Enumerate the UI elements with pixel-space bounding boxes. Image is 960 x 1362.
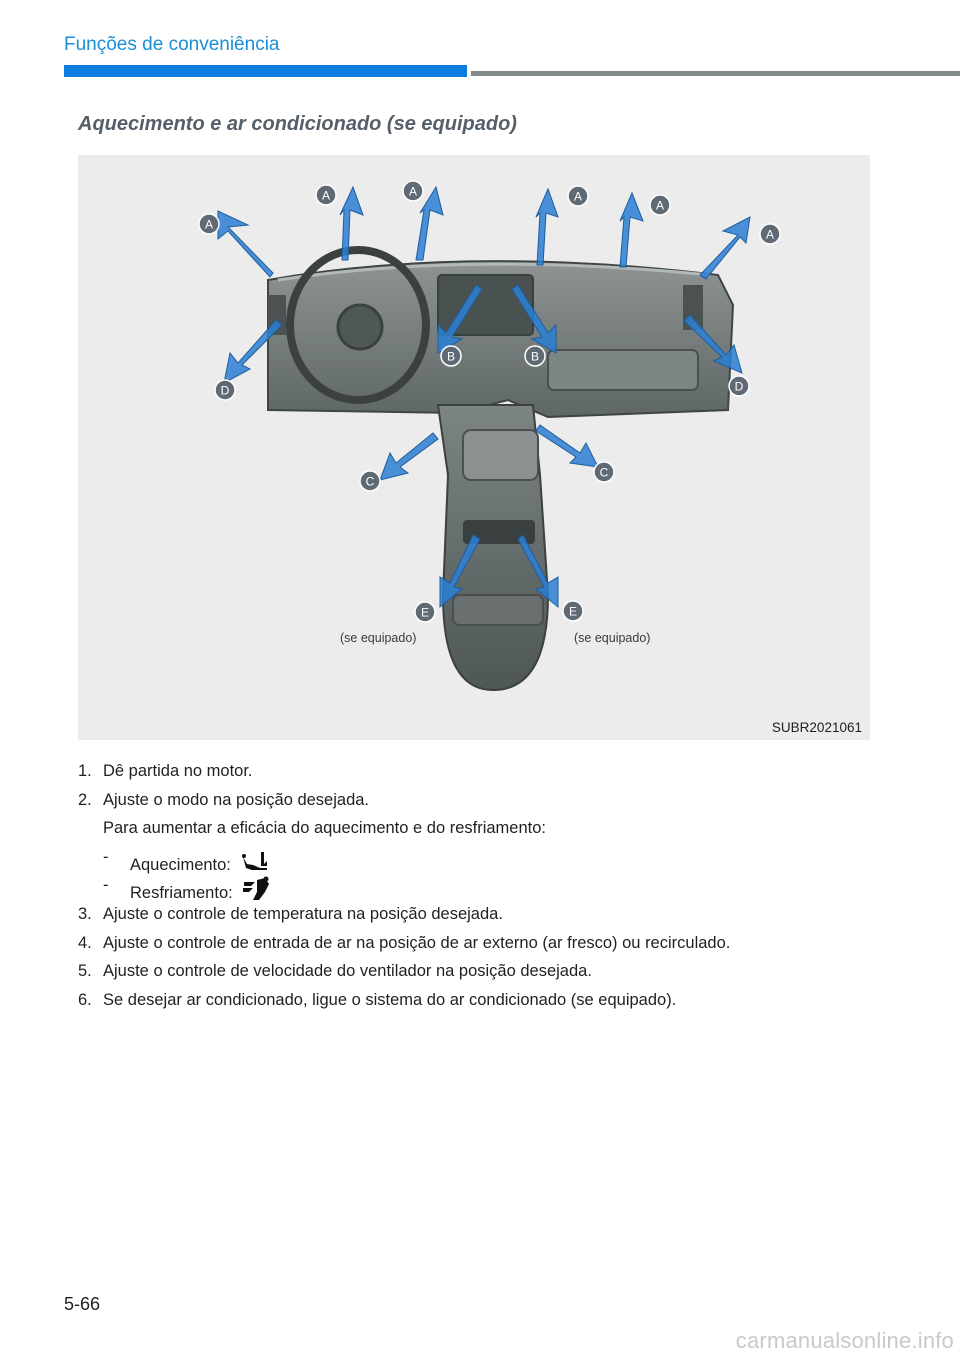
step-3 (78, 905, 878, 934)
arrow-a-6 (700, 217, 750, 279)
step-note-text: Para aumentar a eficácia do aquecimento e do resfriamento: (103, 819, 547, 838)
watermark-link[interactable]: carmanualsonline.info (735, 1328, 954, 1353)
page-number: 5-66 (64, 1294, 101, 1314)
heating-mode-line (78, 848, 878, 877)
step-1 (78, 762, 878, 791)
outlet-label-e1: E (420, 605, 430, 620)
step-text: Ajuste o modo na posição desejada. (103, 790, 370, 809)
header-rule-gray (471, 71, 960, 76)
step-number: 1. (78, 762, 92, 780)
outlet-label-b2: B (530, 349, 540, 364)
steering-hub (338, 305, 382, 349)
arrow-c-2 (536, 425, 598, 467)
dashboard-illustration (78, 155, 870, 740)
section-header: Funções de conveniência (64, 34, 280, 55)
step-2-note (78, 819, 878, 848)
floor-mode-icon (240, 848, 270, 874)
dashboard-airflow-figure (78, 155, 870, 740)
glove-box (548, 350, 698, 390)
step-5 (78, 962, 878, 991)
subsection-title: Aquecimento e ar condicionado (se equipado) (78, 113, 517, 135)
figure-code: SUBR2021061 (771, 720, 862, 735)
outlet-label-c2: C (599, 465, 609, 480)
outlet-label-c1: C (365, 474, 375, 489)
outlet-label-a6: A (765, 227, 775, 242)
step-text: Ajuste o controle de temperatura na posição desejada. (103, 904, 503, 923)
step-text: Ajuste o controle de velocidade do ventilador na posição desejada. (103, 962, 592, 981)
face-mode-icon (241, 876, 271, 902)
outlet-label-a3: A (408, 184, 418, 199)
step-number: 6. (78, 990, 92, 1009)
step-number: 4. (78, 933, 92, 952)
arrow-a-1 (218, 211, 273, 277)
outlet-label-d1: D (220, 383, 230, 398)
step-6 (78, 991, 878, 1020)
header-rule-blue (64, 65, 467, 77)
step-number: 3. (78, 904, 92, 923)
instructions-list (78, 762, 878, 1019)
step-text: Se desejar ar condicionado, ligue o sistema do ar condicionado (se equipado). (103, 990, 677, 1009)
step-2 (78, 791, 878, 820)
outlet-label-b1: B (446, 349, 456, 364)
outlet-label-e2: E (568, 604, 578, 619)
arrow-a-5 (620, 193, 643, 267)
list-dash: - (103, 847, 109, 866)
arrow-a-4 (536, 189, 558, 265)
outlet-label-a5: A (655, 198, 665, 213)
outlet-label-d2: D (734, 379, 744, 394)
arrow-c-1 (380, 433, 438, 480)
console-lid (463, 430, 538, 480)
cooling-mode-line (78, 876, 878, 905)
step-4 (78, 934, 878, 963)
step-number: 2. (78, 790, 92, 809)
outlet-label-a4: A (573, 189, 583, 204)
figure-caption-right: (se equipado) (574, 631, 651, 645)
step-text: Dê partida no motor. (103, 762, 253, 780)
outlet-label-a1: A (204, 217, 214, 232)
rear-storage (453, 595, 543, 625)
heating-label: Aquecimento: (130, 855, 231, 874)
outlet-label-a2: A (321, 188, 331, 203)
step-text: Ajuste o controle de entrada de ar na posição de ar externo (ar fresco) ou recirculado. (103, 933, 731, 952)
step-number: 5. (78, 962, 92, 981)
cooling-label: Resfriamento: (130, 884, 233, 903)
figure-caption-left: (se equipado) (340, 631, 417, 645)
list-dash: - (103, 876, 109, 895)
